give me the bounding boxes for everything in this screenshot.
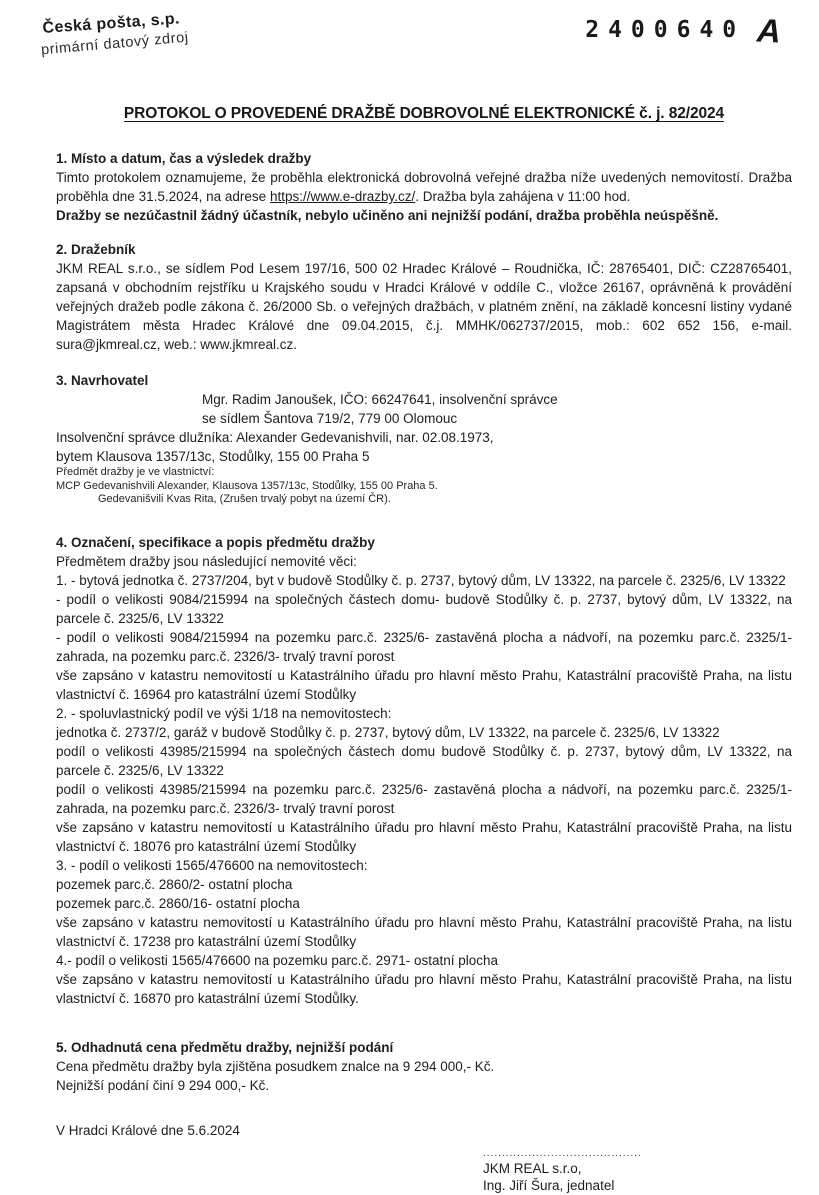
section-4-line: 3. - podíl o velikosti 1565/476600 na nemovitostech: [56,857,368,873]
section-4-line: vše zapsáno v katastru nemovitostí u Katastrálního úřadu pro hlavní město Prahu, Katastrální pracoviště Praha, na listu vlastnictví č. 16964 pro katastrální území Stodůlky [56,667,792,702]
section-4-line: Předmětem dražby jsou následující nemovité věci: [56,553,357,569]
ownership-note-heading: Předmět dražby je ve vlastnictví: [56,466,215,478]
section-1-paragraph [56,168,792,206]
section-2-auctioneer [56,240,792,354]
logo-company-name: Česká pošta, s.p. [42,10,181,37]
stamp-letter: A [756,11,782,50]
document-title: PROTOKOL O PROVEDENÉ DRAŽBĚ DOBROVOLNÉ ELEKTRONICKÉ č. j. 82/2024 [123,105,725,122]
auction-url-link: https://www.e-drazby.cz/ [269,189,416,204]
section-4-line: podíl o velikosti 43985/215994 na pozemku parc.č. 2325/6- zastavěná plocha a nádvoří, na pozemku parc.č. 2325/1- zahrada, na pozemku parc.č. 2326/3- trvalý travní porost [56,781,792,816]
section-1-heading: 1. Místo a datum, čas a výsledek dražby [56,151,312,166]
section-4-line: - podíl o velikosti 9084/215994 na společných částech domu- budově Stodůlky č. p. 2737, bytový dům, LV 13322, na parcele č. 2325/6, LV 13322 [56,591,792,626]
section-4-line: pozemek parc.č. 2860/2- ostatní plocha [56,876,293,892]
section-2-paragraph: JKM REAL s.r.o., se sídlem Pod Lesem 197/16, 500 02 Hradec Králové – Roudnička, IČ: 28765401, DIČ: CZ28765401, zapsaná v obchodním rejstříku u Krajského soudu v Hradci Králové v oddíle C., vložce 26167, oprávněná k provádění veřejných dražeb podle zákona č. 26/2000 Sb. o veřejných dražbách, v platném znění, na základě koncesní listiny vydané Magistrátem města Hradec Králové dne 09.04.2015, č.j. MMHK/062737/2015, mob.: 602 652 156, e-mail. sura@jkmreal.cz, web.: www.jkmreal.cz. [56,261,792,352]
debtor-line: Insolvenční správce dlužníka: Alexander Gedevanishvili, nar. 02.08.1973, [56,430,494,445]
document-body [56,0,792,1195]
section-4-line: pozemek parc.č. 2860/16- ostatní plocha [56,895,300,911]
section-4-line: 2. - spoluvlastnický podíl ve výši 1/18 na nemovitostech: [56,705,392,721]
lowest-bid-line: Nejnižší podání činí 9 294 000,- Kč. [56,1077,270,1093]
signature-block [483,1148,792,1195]
section-3-proposer [56,371,792,507]
section-4-line: vše zapsáno v katastru nemovitostí u Katastrálního úřadu pro hlavní město Prahu, Katastrální pracoviště Praha, na listu vlastnictví č. 18076 pro katastrální území Stodůlky [56,819,792,854]
ownership-note-line1: MCP Gedevanishvili Alexander, Klausova 1357/13c, Stodůlky, 155 00 Praha 5. [56,479,438,492]
section-5-price [56,1038,792,1095]
section-1-text-before-link: Timto protokolem oznamujeme, že proběhla elektronická dobrovolná veřejné dražba níže uvedených nemovitostí. Dražba proběhla dne 31.5.2024, na adrese [56,170,792,204]
section-4-line: - podíl o velikosti 9084/215994 na pozemku parc.č. 2325/6- zastavěná plocha a nádvoří, na pozemku parc.č. 2325/1- zahrada, na pozemku parc.č. 2326/3- trvalý travní porost [56,629,792,664]
section-5-heading: 5. Odhadnutá cena předmětu dražby, nejnižší podání [56,1039,394,1055]
signature-company: JKM REAL s.r.o, [483,1160,582,1176]
signature-dotted-line: .......................................... [483,1147,642,1159]
section-1-text-after-link: . Dražba byla zahájena v 11:00 hod. [415,189,631,204]
section-1-result-line: Dražby se nezúčastnil žádný účastník, nebylo učiněno ani nejnižší podání, dražba proběhla neúspěšně. [56,208,719,223]
proposer-name-line: Mgr. Radim Janoušek, IČO: 66247641, insolvenční správce [202,392,558,407]
debtor-address-line: bytem Klausova 1357/13c, Stodůlky, 155 00 Praha 5 [56,449,370,464]
estimated-price-line: Cena předmětu dražby byla zjištěna posudkem znalce na 9 294 000,- Kč. [56,1058,495,1074]
signature-name: Ing. Jiří Šura, jednatel [483,1178,615,1193]
section-4-line: vše zapsáno v katastru nemovitostí u Katastrálního úřadu pro hlavní město Prahu, Katastrální pracoviště Praha, na listu vlastnictví č. 16870 pro katastrální území Stodůlky. [56,971,792,1006]
place-date-line: V Hradci Králové dne 5.6.2024 [56,1122,240,1138]
proposer-address-line: se sídlem Šantova 719/2, 779 00 Olomouc [202,411,458,426]
section-4-subject [56,533,792,1008]
section-4-line: vše zapsáno v katastru nemovitostí u Katastrálního úřadu pro hlavní město Prahu, Katastrální pracoviště Praha, na listu vlastnictví č. 17238 pro katastrální území Stodůlky [56,914,792,949]
ownership-note-line2: Gedevanišvili Kvas Rita, (Zrušen trvalý pobyt na území ČR). [98,493,391,505]
section-4-line: podíl o velikosti 43985/215994 na společných částech domu budově Stodůlky č. p. 2737, bytový dům, LV 13322, na parcele č. 2325/6, LV 13322 [56,743,792,778]
stamp-number: 2400640 [585,17,746,43]
logo-subtitle: primární datový zdroj [40,29,190,59]
section-4-heading: 4. Označení, specifikace a popis předmětu dražby [56,534,375,550]
section-3-heading: 3. Navrhovatel [56,373,149,388]
section-2-heading: 2. Dražebník [56,242,136,257]
section-4-line: jednotka č. 2737/2, garáž v budově Stodůlky č. p. 2737, bytový dům, LV 13322, na parcele č. 2325/6, LV 13322 [56,724,720,740]
section-4-line: 1. - bytová jednotka č. 2737/204, byt v budově Stodůlky č. p. 2737, bytový dům, LV 13322, na parcele č. 2325/6, LV 13322 [56,572,786,588]
section-1-place-date [56,149,792,225]
section-4-line: 4.- podíl o velikosti 1565/476600 na pozemku parc.č. 2971- ostatní plocha [56,952,499,968]
